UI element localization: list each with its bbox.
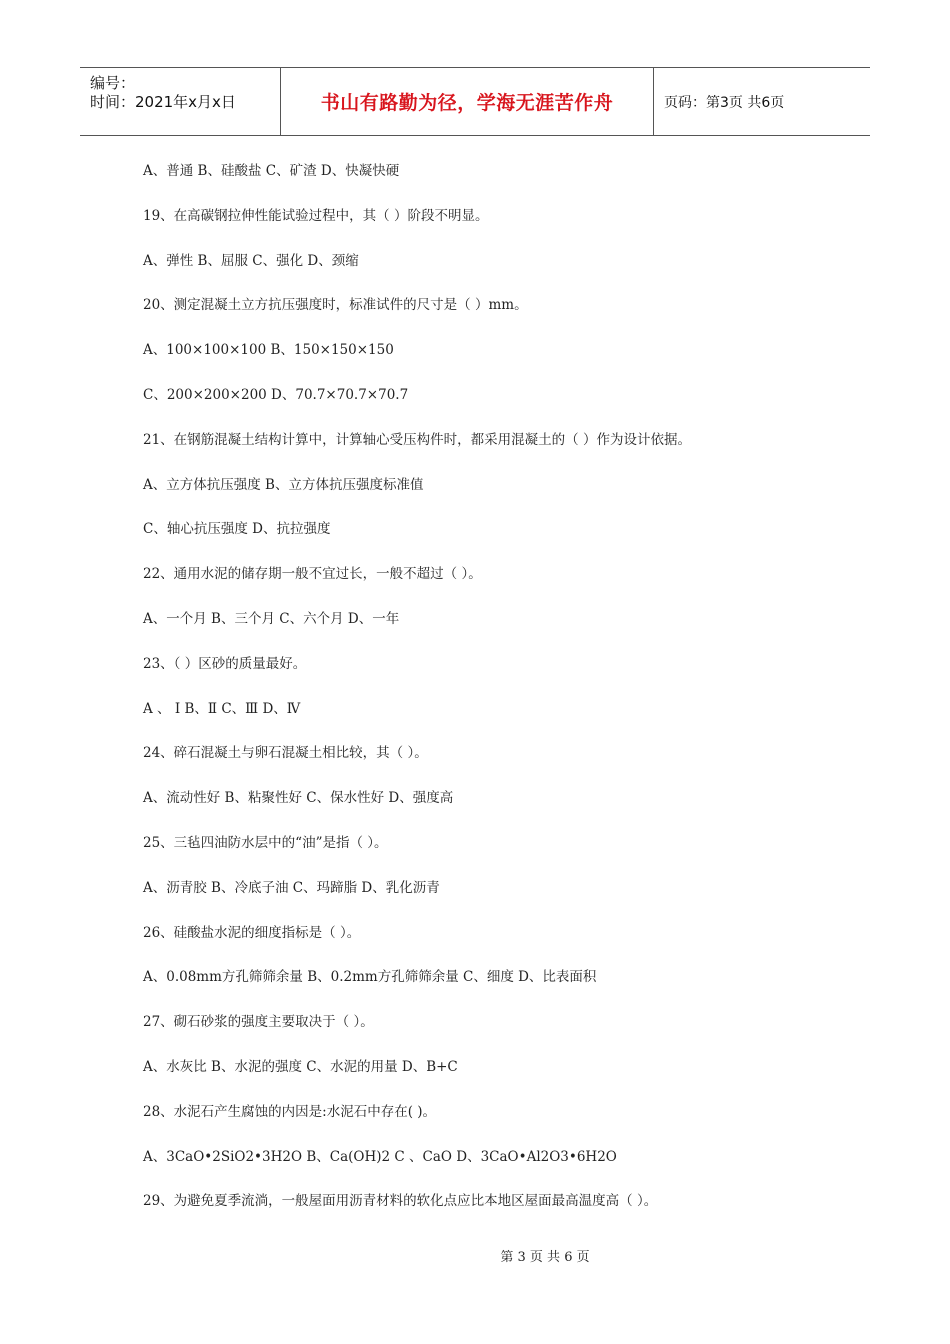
page-header	[80, 67, 870, 136]
options-25: A、沥青胶 B、冷底子油 C、玛蹄脂 D、乳化沥青	[143, 879, 440, 896]
question-26: 26、硅酸盐水泥的细度指标是（ ）。	[143, 924, 361, 941]
question-20: 20、测定混凝土立方抗压强度时，标准试件的尺寸是（ ）mm。	[143, 297, 528, 314]
question-21: 21、在钢筋混凝土结构计算中，计算轴心受压构件时，都采用混凝土的（ ）作为设计依据。	[143, 431, 691, 448]
options-21-cd: C、轴心抗压强度 D、抗拉强度	[143, 521, 331, 538]
header-page-cell	[654, 68, 870, 135]
time-label: 时间：2021年x月x日	[90, 93, 236, 111]
question-22: 22、通用水泥的储存期一般不宜过长，一般不超过（ ）。	[143, 566, 482, 583]
options-21-ab: A、立方体抗压强度 B、立方体抗压强度标准值	[143, 476, 424, 493]
text-line: A、普通 B、硅酸盐 C、矿渣 D、快凝快硬	[143, 163, 400, 179]
header-motto-cell	[281, 68, 654, 135]
options-22: A、一个月 B、三个月 C、六个月 D、一年	[143, 610, 400, 627]
options-24: A、流动性好 B、粘聚性好 C、保水性好 D、强度高	[143, 790, 454, 807]
question-28: 28、水泥石产生腐蚀的内因是:水泥石中存在( )。	[143, 1103, 437, 1120]
header-left-cell	[80, 68, 281, 135]
options-20-ab: A、100×100×100 B、150×150×150	[143, 342, 394, 359]
options-28: A、3CaO•2SiO2•3H2O B、Ca(OH)2 C 、CaO D、3CaO•Al2O3•6H2O	[143, 1148, 617, 1165]
question-24: 24、碎石混凝土与卵石混凝土相比较，其（ ）。	[143, 745, 428, 762]
page-footer	[0, 1246, 950, 1265]
question-23: 23、（ ）区砂的质量最好。	[143, 655, 307, 672]
motto-text: 书山有路勤为径，学海无涯苦作舟	[320, 92, 614, 114]
document-body	[143, 158, 843, 1233]
options-27: A、水灰比 B、水泥的强度 C、水泥的用量 D、B+C	[143, 1058, 458, 1075]
options-26: A、0.08mm方孔筛筛余量 B、0.2mm方孔筛筛余量 C、细度 D、比表面积	[143, 969, 597, 986]
question-19: 19、在高碳钢拉伸性能试验过程中，其（ ）阶段不明显。	[143, 207, 489, 224]
options-19: A、弹性 B、屈服 C、强化 D、颈缩	[143, 252, 359, 269]
question-25: 25、三毡四油防水层中的“油”是指（ ）。	[143, 834, 388, 851]
page-info: 页码：第3页 共6页	[664, 94, 785, 111]
options-20-cd: C、200×200×200 D、70.7×70.7×70.7	[143, 386, 409, 403]
question-29: 29、为避免夏季流淌，一般屋面用沥青材料的软化点应比本地区屋面最高温度高（ ）。	[143, 1193, 658, 1210]
number-label: 编号：	[90, 74, 136, 92]
question-27: 27、砌石砂浆的强度主要取决于（ ）。	[143, 1014, 374, 1031]
options-23: A 、 Ⅰ B、Ⅱ C、Ⅲ D、Ⅳ	[143, 700, 301, 717]
footer-page-number: 第 3 页 共 6 页	[500, 1250, 590, 1265]
